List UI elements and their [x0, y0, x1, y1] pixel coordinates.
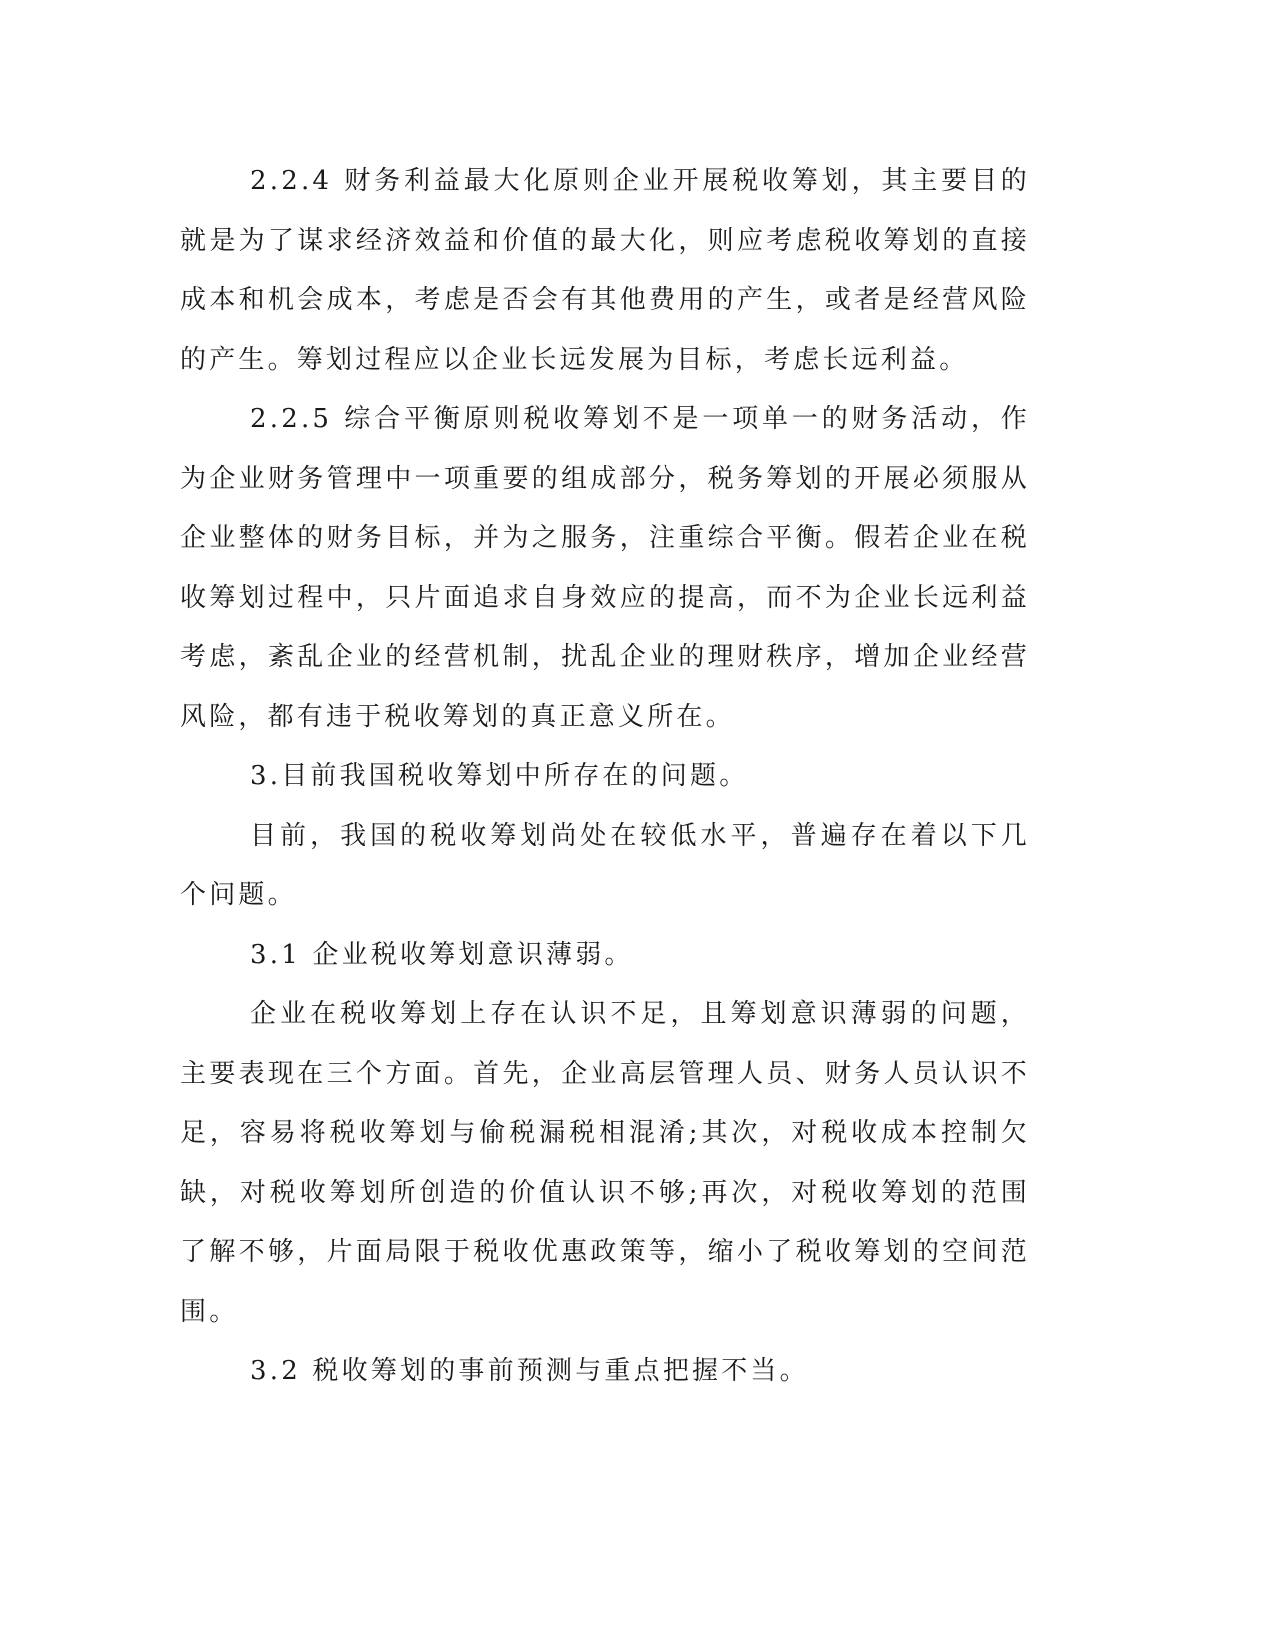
paragraph-3-1-body: 企业在税收筹划上存在认识不足，且筹划意识薄弱的问题，主要表现在三个方面。首先，企业高层管理人员、财务人员认识不足，容易将税收筹划与偷税漏税相混淆;其次，对税收成本控制欠缺，对税收筹划所创造的价值认识不够;再次，对税收筹划的范围了解不够，片面局限于税收优惠政策等，缩小了税收筹划的空间范围。 — [180, 999, 1030, 1327]
paragraph-3-intro: 目前，我国的税收筹划尚处在较低水平，普遍存在着以下几个问题。 — [180, 820, 1030, 910]
heading-3-current-problems: 3.目前我国税收筹划中所存在的问题。 — [250, 761, 749, 791]
paragraph-2-2-5-comprehensive-balance: 2.2.5 综合平衡原则税收筹划不是一项单一的财务活动，作为企业财务管理中一项重要的组成部分，税务筹划的开展必须服从企业整体的财务目标，并为之服务，注重综合平衡。假若企业在税收筹划过程中，只片面追求自身效应的提高，而不为企业长远利益考虑，紊乱企业的经营机制，扰乱企业的理财秩序，增加企业经营风险，都有违于税收筹划的真正意义所在。 — [180, 404, 1030, 732]
heading-3-2-forecast-and-focus: 3.2 税收筹划的事前预测与重点把握不当。 — [250, 1356, 809, 1386]
document-body — [180, 152, 1030, 1402]
paragraph-2-2-4-financial-benefit: 2.2.4 财务利益最大化原则企业开展税收筹划，其主要目的就是为了谋求经济效益和价值的最大化，则应考虑税收筹划的直接成本和机会成本，考虑是否会有其他费用的产生，或者是经营风险的产生。筹划过程应以企业长远发展为目标，考虑长远利益。 — [180, 166, 1030, 375]
heading-3-1-weak-awareness: 3.1 企业税收筹划意识薄弱。 — [250, 939, 634, 970]
